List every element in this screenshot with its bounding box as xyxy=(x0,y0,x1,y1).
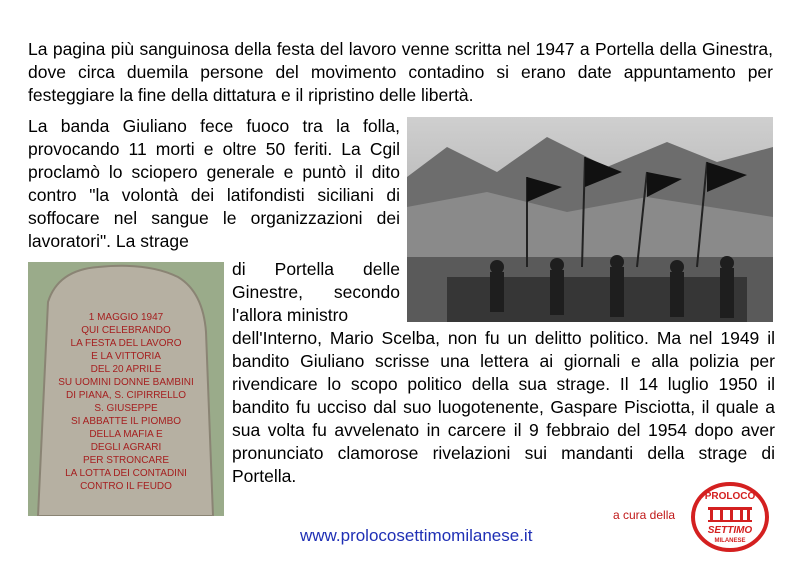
historical-photo xyxy=(407,117,773,322)
stone-inscription-line: LA LOTTA DEI CONTADINI xyxy=(65,468,187,479)
stone-inscription-line: PER STRONCARE xyxy=(82,455,170,466)
logo-middle-text: SETTIMO xyxy=(707,525,753,536)
logo-top-text: PROLOCO xyxy=(704,491,756,502)
stone-inscription-line: DEL 20 APRILE xyxy=(90,364,162,375)
website-link[interactable]: www.prolocosettimomilanese.it xyxy=(300,526,533,545)
stone-inscription-line: LA FESTA DEL LAVORO xyxy=(70,338,182,349)
body-paragraph-3: dell'Interno, Mario Scelba, non fu un delitto politico. Ma nel 1949 il bandito Giuliano scrisse una lettera ai giornali e alla polizia per rivendicare lo scopo politico della sua strage. Il 14 luglio 1950 il bandito fu ucciso dal suo luogotenente, Gaspare Pisciotta, il quale a sua volta fu avvelenato in carcere il 9 febbraio del 1954 dopo aver pronunciato clamorose rivelazioni sui mandanti della strage di Portella. xyxy=(232,328,775,486)
stone-inscription-line: DELLA MAFIA E xyxy=(89,429,163,440)
stone-inscription-line: DEGLI AGRARI xyxy=(90,442,162,453)
body-paragraph-2: di Portella delle Ginestre, secondo l'allora ministro xyxy=(232,259,400,325)
logo-bottom-text: MILANESE xyxy=(714,538,746,544)
stone-inscription-line: E LA VITTORIA xyxy=(91,351,161,362)
stone-inscription-line: SI ABBATTE IL PIOMBO xyxy=(70,416,182,427)
stone-inscription-line: DI PIANA, S. CIPIRRELLO xyxy=(65,390,187,401)
stone-inscription-line: SU UOMINI DONNE BAMBINI xyxy=(58,377,194,388)
body-paragraph-1: La banda Giuliano fece fuoco tra la folla, provocando 11 morti e oltre 50 feriti. La Cgil proclamò lo sciopero generale e puntò il dito contro "la volontà dei latifondisti siciliani di soffocare nel sangue le organizzazioni dei lavoratori". La strage xyxy=(28,116,400,251)
proloco-logo xyxy=(690,481,770,553)
stone-inscription-line: S. GIUSEPPE xyxy=(94,403,158,414)
stone-inscription-line: QUI CELEBRANDO xyxy=(81,325,171,336)
cura-label: a cura della xyxy=(613,508,676,522)
stone-inscription-line: 1 MAGGIO 1947 xyxy=(88,312,164,323)
memorial-stone-photo xyxy=(28,262,224,516)
stone-inscription-line: CONTRO IL FEUDO xyxy=(80,481,172,492)
intro-paragraph: La pagina più sanguinosa della festa del lavoro venne scritta nel 1947 a Portella della Ginestra, dove circa duemila persone del movimento contadino si erano date appuntamento per festeggiare la fine della dittatura e il ripristino delle libertà. xyxy=(28,39,773,105)
